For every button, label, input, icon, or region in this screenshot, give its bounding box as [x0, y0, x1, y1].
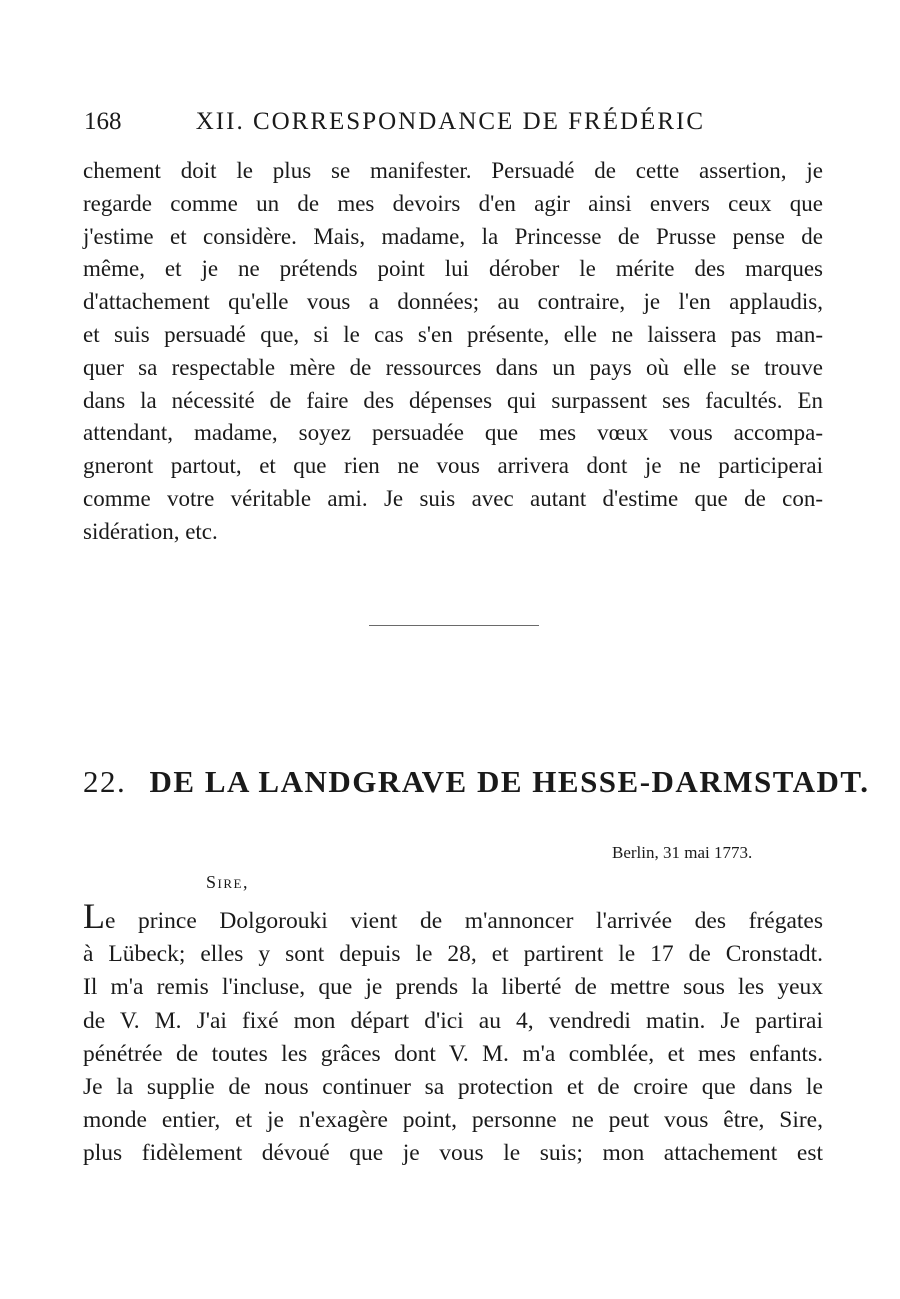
- page-number: 168: [84, 108, 122, 135]
- running-title: XII. CORRESPONDANCE DE FRÉDÉRIC: [195, 108, 706, 135]
- text-line: de V. M. J'ai fixé mon départ d'ici au 4, vendredi matin. Je partirai: [83, 1007, 823, 1034]
- salutation: Sire,: [206, 872, 249, 892]
- initial-letter: L: [83, 896, 105, 936]
- text-line: pénétrée de toutes les grâces dont V. M. m'a comblée, et mes enfants.: [83, 1040, 823, 1067]
- section-heading: [83, 764, 870, 800]
- text-line: monde entier, et je n'exagère point, personne ne peut vous être, Sire,: [83, 1107, 823, 1134]
- text-line: même, et je ne prétends point lui dérober le mérite des marques: [83, 256, 823, 282]
- text-line: chement doit le plus se manifester. Persuadé de cette assertion, je: [83, 158, 823, 183]
- dateline: Berlin, 31 mai 1773.: [612, 843, 753, 862]
- text-line: à Lübeck; elles y sont depuis le 28, et partirent le 17 de Cronstadt.: [83, 941, 823, 968]
- letter-2-body: [83, 896, 823, 1171]
- text-line: regarde comme un de mes devoirs d'en agir ainsi envers ceux que: [83, 190, 823, 216]
- text-line: plus fidèlement dévoué que je vous le suis; mon attachement est: [83, 1140, 823, 1167]
- page-header: [84, 108, 824, 136]
- text-line: j'estime et considère. Mais, madame, la Princesse de Prusse pense de: [83, 223, 823, 249]
- text-line: attendant, madame, soyez persuadée que mes vœux vous accompa-: [83, 420, 823, 446]
- section-number: 22.: [83, 764, 127, 799]
- text-line: quer sa respectable mère de ressources dans un pays où elle se trouve: [83, 354, 823, 380]
- text-line-first: [83, 896, 823, 938]
- text-line: gneront partout, et que rien ne vous arrivera dont je ne participerai: [83, 453, 823, 479]
- text-line: comme votre véritable ami. Je suis avec autant d'estime que de con-: [83, 485, 823, 511]
- text-line: et suis persuadé que, si le cas s'en présente, elle ne laissera pas man-: [83, 321, 823, 347]
- letter-1-body: [83, 155, 823, 549]
- text-line: Je la supplie de nous continuer sa protection et de croire que dans le: [83, 1073, 823, 1100]
- section-divider: [369, 625, 539, 626]
- text-line: Il m'a remis l'incluse, que je prends la liberté de mettre sous les yeux: [83, 974, 823, 1001]
- text-line: d'attachement qu'elle vous a données; au contraire, je l'en applaudis,: [83, 289, 823, 315]
- text-line: sidération, etc.: [83, 518, 218, 544]
- section-title: DE LA LANDGRAVE DE HESSE-DARMSTADT.: [149, 764, 870, 799]
- first-line-text: e prince Dolgorouki vient de m'annoncer l'arrivée des frégates: [105, 908, 823, 934]
- text-line: dans la nécessité de faire des dépenses qui surpassent ses facultés. En: [83, 387, 823, 413]
